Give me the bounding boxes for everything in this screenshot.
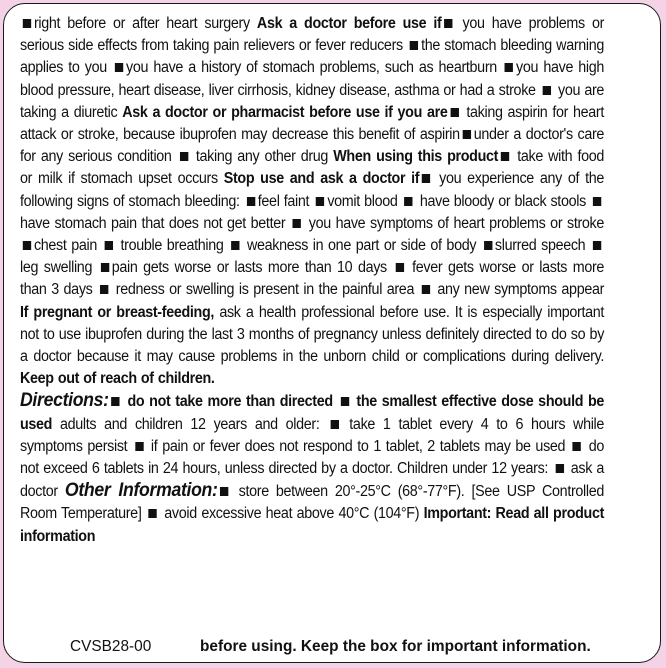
bullet-icon [505,63,513,72]
bullet-icon [112,397,120,406]
bullet-icon [340,397,348,406]
bullet-icon [135,442,143,451]
bullet-icon [23,241,31,250]
bullet-icon [422,174,430,183]
bullet-icon [105,241,113,250]
info-avoid-heat: avoid excessive heat above 40°C (104°F) [159,505,424,523]
bullet-icon [484,241,492,250]
bullet-icon [293,219,301,228]
warning-aspirin: taking aspirin for heart attack or stroke, because ibuprofen may decrease this benefit of aspirin [20,103,605,144]
bullet-icon [410,41,418,50]
sign-weakness: weakness in one part or side of body [242,237,481,255]
direction-adults-label: adults and children 12 years and older: [52,415,328,433]
sign-redness: redness or swelling is present in the painful area [111,281,419,299]
direction-ask-doctor: ask a doctor [20,460,605,501]
heading-ask-pharmacist: Ask a doctor or pharmacist before use if you are [122,103,448,121]
info-storage: store between 20°-25°C (68°-77°F). [See USP Controlled Room Temperature] [20,483,605,523]
bullet-icon [115,63,123,72]
warning-bleeding-signs: you experience any of the following signs of stomach bleeding: [20,170,605,210]
keep-box-notice: before using. Keep the box for important information. [200,638,591,655]
sign-new-symptoms: any new symptoms appear [432,281,605,299]
sign-stomach-pain: have stomach pain that does not get better [20,214,291,232]
warning-stomach-history: you have a history of stomach problems, such as heartburn [126,59,503,77]
sign-chest-pain: chest pain [33,237,102,255]
direction-smallest-dose: the smallest effective dose should be used [20,393,605,433]
warning-stomach-bleeding-applies: the stomach bleeding warning applies to you [20,37,605,77]
heading-pregnant: If pregnant or breast-feeding, [20,303,215,321]
warning-doctor-care: under a doctor's care for any serious condition [20,126,605,166]
sign-pain-worse: pain gets worse or lasts more than 10 days [111,259,393,277]
bullet-icon [395,263,403,272]
heading-directions: Directions: [20,390,109,412]
bullet-icon [231,241,239,250]
bullet-icon [450,108,458,117]
sign-fever-worse: fever gets worse or lasts more than 3 days [20,259,605,299]
bullet-icon [247,197,255,206]
pregnancy-warning: ask a health professional before use. It is especially important not to use ibuprofen during the last 3 months of pregnancy unless definitely directed to do so by a doctor because it may cause problems in the unborn child or complications during delivery. [20,303,605,366]
directions-paragraph [20,390,604,547]
drug-facts-panel [3,3,661,663]
warning-other-drug: taking any other drug [190,148,334,166]
bullet-icon [555,464,563,473]
sign-heart-problems: you have symptoms of heart problems or stroke [303,214,605,232]
warning-heart-surgery: right before or after heart surgery [33,15,257,32]
label-footer [0,638,666,660]
direction-two-tablets: if pain or fever does not respond to 1 tablet, 2 tablets may be used [146,437,570,455]
direction-do-not-exceed: do not take more than directed [122,393,338,411]
bullet-icon [593,241,601,250]
sign-vomit-blood: vomit blood [327,192,402,210]
bullet-icon [330,420,338,429]
heading-stop-use: Stop use and ask a doctor if [223,170,420,188]
bullet-icon [23,19,31,28]
bullet-icon [573,442,581,451]
sign-leg-swelling: leg swelling [20,259,98,277]
direction-one-tablet: take 1 tablet every 4 to 6 hours while symptoms persist [20,415,605,455]
bullet-icon [422,285,430,294]
direction-max-tablets: do not exceed 6 tablets in 24 hours, unless directed by a doctor. Children under 12 years: [20,437,605,478]
heading-other-information: Other Information: [64,480,218,502]
product-code: CVSB28-00 [70,638,152,655]
warning-diuretic: you are taking a diuretic [20,81,605,121]
sign-feel-faint: feel faint [257,192,314,210]
bullet-icon [404,197,412,206]
heading-important-read: Important: Read all product information [20,505,605,545]
bullet-icon [180,152,188,161]
heading-keep-out-of-reach: Keep out of reach of children. [20,370,215,388]
heading-ask-doctor: Ask a doctor before use if [256,15,442,32]
bullet-icon [316,197,324,206]
sign-trouble-breathing: trouble breathing [115,237,229,255]
bullet-icon [593,197,601,206]
sign-bloody-stools: have bloody or black stools [415,192,591,210]
bullet-icon [220,487,228,496]
bullet-icon [501,152,509,161]
bullet-icon [100,285,108,294]
bullet-icon [444,19,452,28]
heading-when-using: When using this product [333,148,499,166]
bullet-icon [149,509,157,518]
warning-blood-pressure: you have high blood pressure, heart disease, liver cirrhosis, kidney disease, asthma or had a stroke [20,59,605,99]
sign-slurred-speech: slurred speech [494,237,591,255]
warning-pain-reliever-problems: you have problems or serious side effects from taking pain relievers or fever reducers [20,15,605,55]
bullet-icon [463,130,471,139]
warnings-paragraph [20,13,604,390]
drug-facts-text [20,13,604,548]
bullet-icon [543,86,551,95]
bullet-icon [101,263,109,272]
warning-food-milk: take with food or milk if stomach upset occurs [20,148,605,188]
